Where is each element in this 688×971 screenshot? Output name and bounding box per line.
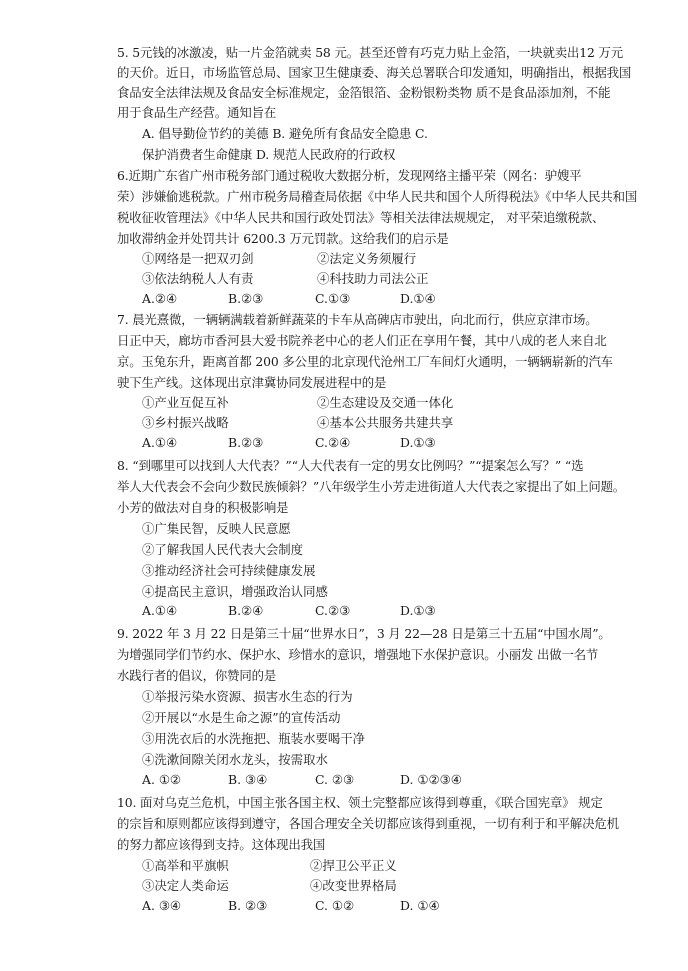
q10-item-3: ③决定人类命运	[142, 878, 229, 893]
q10-line-2: 的宗旨和原则都应该得到遵守，各国合理安全关切都应该得到重视，一切有利于和平解决危机	[117, 816, 619, 831]
q8-item-1: ①广集民智，反映人民意愿	[142, 521, 291, 536]
q7-choice-c: C.②④	[315, 435, 351, 450]
q9-line-2: 为增强同学们节约水、保护水、珍惜水的意识，增强地下水保护意识。小丽发 出做一名节	[117, 647, 599, 662]
q8-line-3: 小芳的做法对自身的积极影响是	[117, 500, 289, 515]
q10-choice-d: D. ①④	[400, 898, 440, 913]
q5-line-2: 的天价。近日，市场监管总局、国家卫生健康委、海关总署联合印发通知，明确指出，根据我国	[117, 65, 632, 80]
q6-choice-d: D.①④	[400, 291, 436, 306]
q9-choice-c: C. ②③	[315, 772, 355, 787]
q7-choice-d: D.①③	[400, 435, 436, 450]
q9-item-2: ②开展以“水是生命之源”的宣传活动	[142, 710, 341, 725]
q8-item-3: ③推动经济社会可持续健康发展	[142, 563, 316, 578]
q5-line-3: 食品安全法律法规及食品安全标准规定，金箔银箔、金粉银粉类物 质不是食品添加剂，不能	[117, 85, 611, 100]
q7-line-1: 7. 晨光熹微，一辆辆满载着新鲜蔬菜的卡车从高碑店市驶出，向北而行，供应京津市场。	[117, 312, 598, 327]
q6-item-2: ②法定义务须履行	[317, 251, 417, 266]
q8-item-2: ②了解我国人民代表大会制度	[142, 542, 304, 557]
q6-item-1: ①网络是一把双刃剑	[142, 251, 254, 266]
q7-choice-a: A.①④	[142, 435, 178, 450]
q6-line-1: 6.近期广东省广州市税务部门通过税收大数据分析，发现网络主播平荣（网名：驴嫂平	[117, 168, 582, 183]
q9-item-1: ①举报污染水资源、损害水生态的行为	[142, 689, 353, 704]
q6-choice-c: C.①③	[315, 291, 351, 306]
q10-item-4: ④改变世界格局	[310, 878, 397, 893]
q6-line-2: 荣）涉嫌偷逃税款。广州市税务局稽查局依据《中华人民共和国个人所得税法》《中华人民共和国	[117, 189, 638, 204]
q10-line-1: 10. 面对乌克兰危机，中国主张各国主权、领土完整都应该得到尊重，《联合国宪章》 规定	[117, 795, 603, 810]
q9-choice-b: B. ③④	[228, 772, 268, 787]
q7-item-4: ④基本公共服务共建共享	[317, 415, 454, 430]
q6-choice-a: A.②④	[142, 291, 178, 306]
q6-choice-b: B.②③	[228, 291, 264, 306]
q8-line-1: 8. “到哪里可以找到人大代表？”“人大代表有一定的男女比例吗？”“提案怎么写？” “选	[117, 458, 584, 473]
q9-choice-a: A. ①②	[142, 772, 182, 787]
q9-choice-d: D. ①②③④	[400, 772, 462, 787]
q8-choice-a: A.①④	[142, 603, 178, 618]
q5-line-4: 用于食品生产经营。通知旨在	[117, 105, 277, 120]
q8-item-4: ④提高民主意识，增强政治认同感	[142, 584, 328, 599]
q7-choice-b: B.②③	[228, 435, 264, 450]
q10-choice-c: C. ①②	[315, 898, 355, 913]
q9-item-4: ④洗漱间隙关闭水龙头，按需取水	[142, 752, 328, 767]
q5-line-5: A. 倡导勤俭节约的美德 B. 避免所有食品安全隐患 C.	[142, 126, 428, 141]
q8-choice-c: C.②③	[315, 603, 351, 618]
q7-line-4: 驶下生产线。这体现出京津冀协同发展进程中的是	[117, 375, 387, 390]
q9-item-3: ③用洗衣后的水洗拖把、瓶装水要喝干净	[142, 731, 366, 746]
q7-line-2: 日正中天，廊坊市香河县大爱书院养老中心的老人们正在享用午餐，其中八成的老人来自北	[117, 333, 607, 348]
q5-line-1: 5. 5元钱的冰激凌，贴一片金箔就卖 58 元。甚至还曾有巧克力贴上金箔，一块就卖出12 万元	[117, 45, 624, 60]
q6-item-3: ③依法纳税人人有责	[142, 271, 254, 286]
q10-item-2: ②捍卫公平正义	[310, 858, 397, 873]
q6-item-4: ④科技助力司法公正	[317, 271, 429, 286]
q10-item-1: ①高举和平旗帜	[142, 858, 229, 873]
q7-item-1: ①产业互促互补	[142, 395, 229, 410]
q8-line-2: 举人大代表会不会向少数民族倾斜？”八年级学生小芳走进街道人大代表之家提出了如上问题。	[117, 479, 626, 494]
q9-line-3: 水践行者的倡议，你赞同的是	[117, 668, 277, 683]
q10-choice-b: B. ②③	[228, 898, 268, 913]
q10-choice-a: A. ③④	[142, 898, 182, 913]
q10-line-3: 的努力都应该得到支持。这体现出我国	[117, 837, 326, 852]
q5-line-6: 保护消费者生命健康 D. 规范人民政府的行政权	[142, 147, 396, 162]
q6-line-3: 税收征收管理法》《中华人民共和国行政处罚法》等相关法律法规规定， 对平荣追缴税款、	[117, 210, 605, 225]
q6-line-4: 加收滞纳金并处罚共计 6200.3 万元罚款。这给我们的启示是	[117, 231, 449, 246]
q8-choice-b: B.②④	[228, 603, 264, 618]
q8-choice-d: D.①③	[400, 603, 436, 618]
q7-line-3: 京。玉兔东升，距离首都 200 多公里的北京现代沧州工厂车间灯火通明，一辆辆崭新的汽车	[117, 354, 613, 369]
q7-item-3: ③乡村振兴战略	[142, 415, 229, 430]
q7-item-2: ②生态建设及交通一体化	[317, 395, 454, 410]
q9-line-1: 9. 2022 年 3 月 22 日是第三十届“世界水日”，3 月 22—28 日是第三十五届“中国水周”。	[117, 626, 611, 641]
